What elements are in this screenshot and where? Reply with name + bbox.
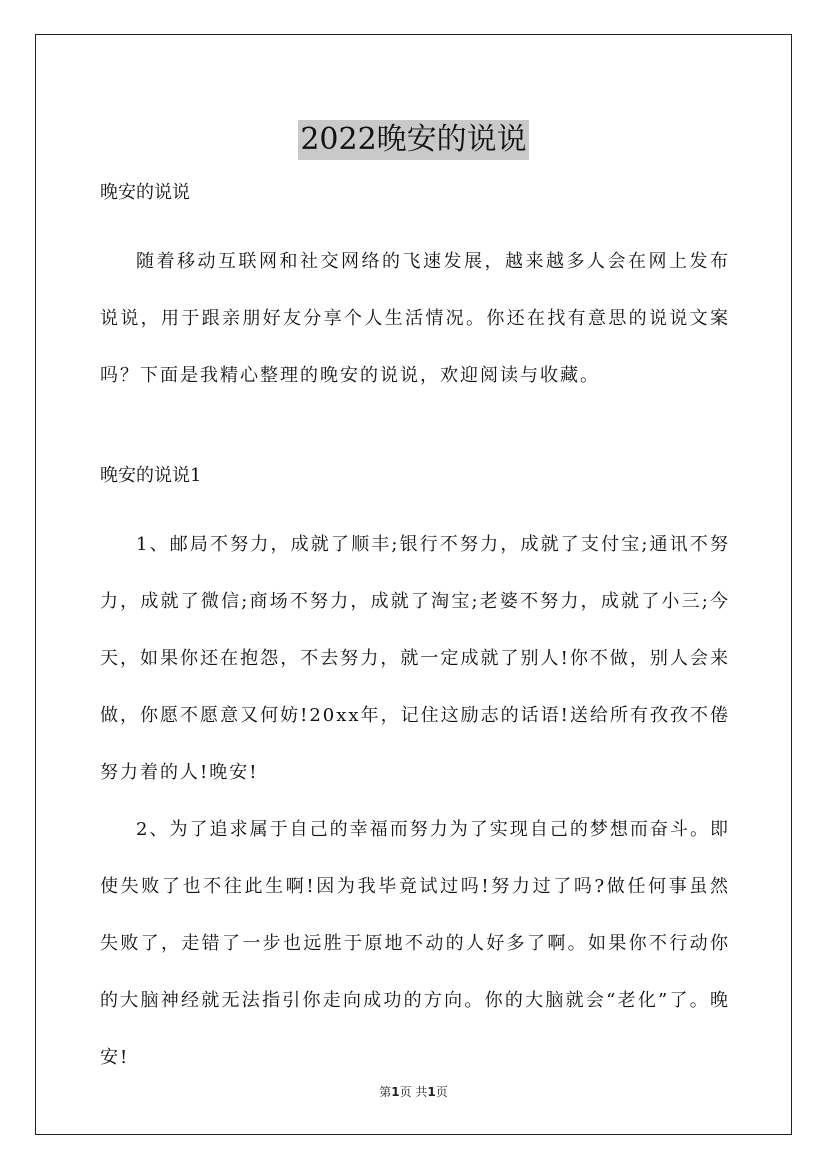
- page-footer: [0, 1084, 827, 1100]
- intro-heading: 晚安的说说: [100, 182, 190, 203]
- intro-paragraph: 随着移动互联网和社交网络的飞速发展，越来越多人会在网上发布说说，用于跟亲朋好友分享个人生活情况。你还在找有意思的说说文案吗？下面是我精心整理的晚安的说说，欢迎阅读与收藏。: [100, 251, 730, 386]
- footer-page-mid: 页 共: [399, 1085, 428, 1099]
- document-body: [100, 174, 730, 1086]
- footer-page-prefix: 第: [379, 1085, 392, 1099]
- document-title: 2022晚安的说说: [298, 120, 528, 160]
- list-item: 2、为了追求属于自己的幸福而努力为了实现自己的梦想而奋斗。即使失败了也不往此生啊!因为我毕竟试过吗!努力过了吗?做任何事虽然失败了，走错了一步也远胜于原地不动的人好多了啊。如果你不行动你的大脑神经就无法指引你走向成功的方向。你的大脑就会“老化”了。晚安!: [100, 819, 730, 1068]
- footer-page-current: 1: [391, 1085, 400, 1099]
- footer-page-suffix: 页: [435, 1085, 448, 1099]
- title-container: [0, 100, 827, 180]
- list-item: 1、邮局不努力，成就了顺丰;银行不努力，成就了支付宝;通讯不努力，成就了微信;商场不努力，成就了淘宝;老婆不努力，成就了小三;今天，如果你还在抱怨，不去努力，就一定成就了别人!你不做，别人会来做，你愿不愿意又何妨!20xx年，记住这励志的话语!送给所有孜孜不倦努力着的人!晚安!: [100, 534, 730, 783]
- section1-heading: 晚安的说说1: [100, 465, 202, 486]
- footer-page-total: 1: [427, 1085, 436, 1099]
